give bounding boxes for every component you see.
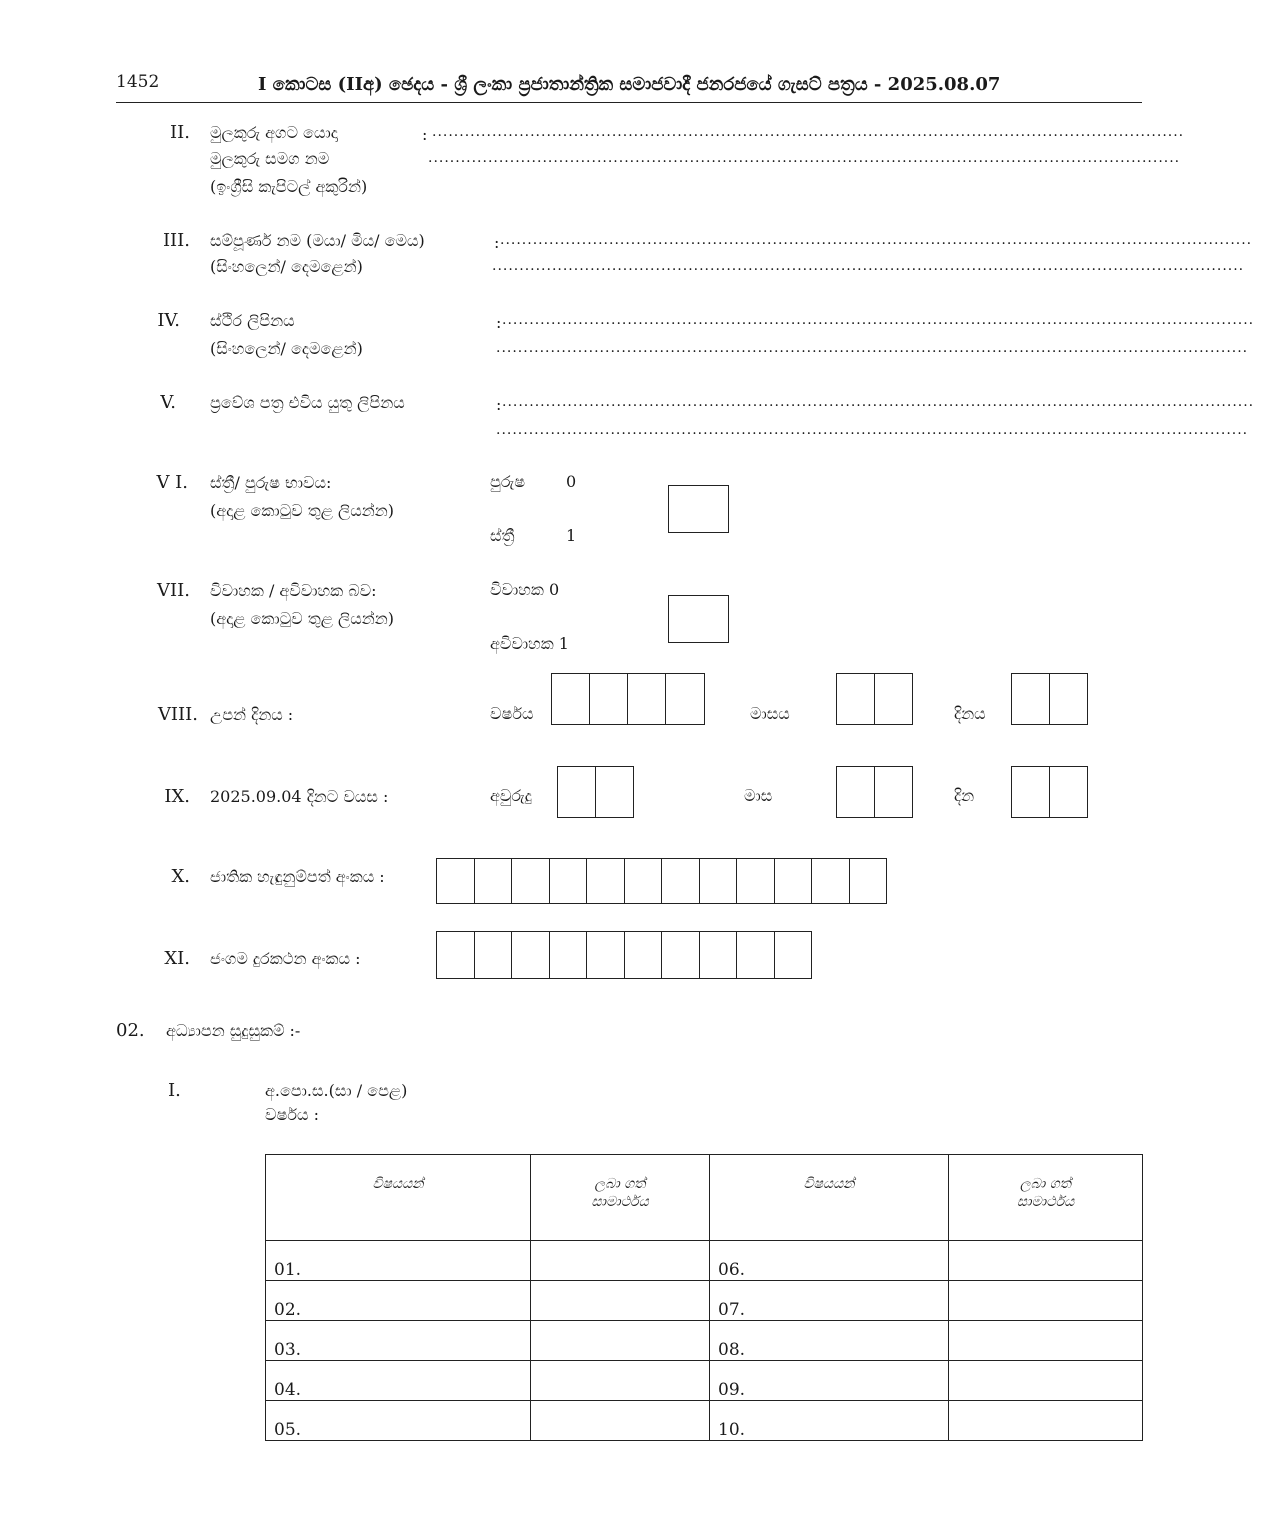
- grade-cell[interactable]: [949, 1401, 1143, 1441]
- marital-status-code-box[interactable]: [668, 595, 729, 643]
- subject-cell[interactable]: 07.: [710, 1281, 949, 1321]
- section-title: අධ්‍යාපන සුදුසුකම් :-: [166, 1021, 301, 1040]
- subject-cell[interactable]: 04.: [266, 1361, 531, 1401]
- field-label: ස්ථිර ලිපිනය: [210, 311, 295, 330]
- year-label: වර්ෂය: [490, 704, 534, 723]
- age-days-boxes[interactable]: [1011, 766, 1088, 818]
- table-row: [266, 1401, 1143, 1441]
- option-label: ස්ත්‍රී: [490, 526, 515, 545]
- subject-cell[interactable]: 03.: [266, 1321, 531, 1361]
- grade-header-text: ලබා ගත් සාමාර්ථය: [1016, 1176, 1075, 1210]
- item-number: XI.: [164, 948, 190, 969]
- gender-code-box[interactable]: [668, 485, 729, 533]
- subject-cell[interactable]: 05.: [266, 1401, 531, 1441]
- nic-number-boxes[interactable]: [436, 858, 887, 904]
- item-number: II.: [170, 122, 190, 143]
- field-label: ජාතික හැඳුනුම්පත් අංකය :: [210, 867, 385, 886]
- subject-cell[interactable]: 10.: [710, 1401, 949, 1441]
- subject-header: විෂයයන්: [266, 1155, 531, 1241]
- mobile-number-boxes[interactable]: [436, 931, 812, 979]
- age-months-boxes[interactable]: [836, 766, 913, 818]
- field-label: (අදාළ කොටුව තුළ ලියන්න): [210, 501, 394, 520]
- postal-address-input-line2[interactable]: ..........................................................................................................................................: [496, 422, 1249, 438]
- exam-title: අ.පො.ස.(සා / පෙළ): [265, 1081, 408, 1100]
- field-label: උපන් දිනය :: [210, 705, 294, 724]
- full-name-input-line2[interactable]: ..........................................................................................................................................: [492, 258, 1245, 274]
- grade-header: [949, 1155, 1143, 1241]
- section-number: 02.: [116, 1020, 145, 1041]
- table-row: [266, 1321, 1143, 1361]
- months-label: මාස: [744, 786, 773, 805]
- table-row: [266, 1361, 1143, 1401]
- colon: :: [494, 233, 500, 252]
- field-label: ප්‍රවේශ පත්‍ර එවිය යුතු ලිපිනය: [210, 393, 405, 412]
- field-label: (ඉංග්‍රීසි කැපිටල් අකුරින්): [210, 177, 368, 196]
- field-label: සම්පූර්ණ නම (මයා/ මිය/ මෙය): [210, 231, 425, 250]
- birth-month-boxes[interactable]: [836, 673, 913, 725]
- header-rule: [116, 102, 1142, 103]
- option-value: 0: [566, 472, 577, 491]
- item-number: V.: [160, 392, 176, 413]
- grade-cell[interactable]: [531, 1241, 710, 1281]
- field-label: 2025.09.04 දිනට වයස :: [210, 787, 389, 806]
- item-number: IV.: [157, 310, 180, 331]
- option-value: 1: [566, 526, 577, 545]
- subject-header: විෂයයන්: [710, 1155, 949, 1241]
- option-label: පුරුෂ: [490, 472, 526, 491]
- gazette-header: I කොටස (IIඅ) ඡෙදය - ශ්‍රී ලංකා ප්‍රජාතාන්ත්‍රික සමාජවාදී ජනරජයේ ගැසට් පත්‍රය - 2025.08.07: [258, 74, 1001, 95]
- subsection-number: I.: [168, 1080, 181, 1101]
- field-label: ස්ත්‍රී/ පුරුෂ භාවය:: [210, 473, 332, 492]
- birth-day-boxes[interactable]: [1011, 673, 1088, 725]
- grade-header-text: ලබා ගත් සාමාර්ථය: [591, 1176, 649, 1210]
- item-number: VII.: [157, 580, 190, 601]
- birth-year-boxes[interactable]: [551, 673, 705, 725]
- page-number: 1452: [116, 72, 160, 92]
- table-row: [266, 1241, 1143, 1281]
- colon: :: [496, 395, 502, 414]
- grade-cell[interactable]: [949, 1281, 1143, 1321]
- subject-cell[interactable]: 02.: [266, 1281, 531, 1321]
- colon: :: [496, 313, 502, 332]
- month-label: මාසය: [750, 704, 790, 723]
- subject-cell[interactable]: 06.: [710, 1241, 949, 1281]
- option-label: විවාහක 0: [490, 580, 560, 599]
- exam-year-label: වර්ෂය :: [265, 1105, 319, 1124]
- name-initials-input-line2[interactable]: ..........................................................................................................................................: [428, 150, 1181, 166]
- field-label: ජංගම දුරකථන අංකය :: [210, 949, 361, 968]
- grade-cell[interactable]: [531, 1401, 710, 1441]
- subject-cell[interactable]: 01.: [266, 1241, 531, 1281]
- field-label: මුලකුරු අගට යොදා: [210, 123, 338, 142]
- age-years-boxes[interactable]: [557, 766, 634, 818]
- item-number: VIII.: [157, 704, 198, 725]
- item-number: V I.: [156, 472, 188, 493]
- grade-cell[interactable]: [949, 1361, 1143, 1401]
- table-row: [266, 1281, 1143, 1321]
- item-number: IX.: [164, 786, 190, 807]
- grade-cell[interactable]: [531, 1281, 710, 1321]
- grade-cell[interactable]: [531, 1321, 710, 1361]
- permanent-address-input[interactable]: ..........................................................................................................................................: [502, 312, 1255, 328]
- permanent-address-input-line2[interactable]: ..........................................................................................................................................: [496, 340, 1249, 356]
- field-label: (සිංහලෙන්/ දෙමළෙන්): [210, 257, 363, 276]
- full-name-input[interactable]: ..........................................................................................................................................: [500, 232, 1253, 248]
- grade-cell[interactable]: [949, 1241, 1143, 1281]
- grade-cell[interactable]: [531, 1361, 710, 1401]
- results-table: [265, 1154, 1143, 1441]
- subject-cell[interactable]: 09.: [710, 1361, 949, 1401]
- subject-cell[interactable]: 08.: [710, 1321, 949, 1361]
- days-label: දින: [954, 786, 975, 805]
- grade-header: [531, 1155, 710, 1241]
- years-label: අවුරුදු: [490, 786, 532, 805]
- item-number: X.: [171, 866, 190, 887]
- field-label: (අදාළ කොටුව තුළ ලියන්න): [210, 609, 394, 628]
- day-label: දිනය: [954, 704, 986, 723]
- field-label: විවාහක / අවිවාහක බව:: [210, 581, 377, 600]
- field-label: (සිංහලෙන්/ දෙමළෙන්): [210, 339, 363, 358]
- colon: :: [422, 125, 428, 144]
- option-label: අවිවාහක 1: [490, 634, 569, 653]
- grade-cell[interactable]: [949, 1321, 1143, 1361]
- field-label: මුලකුරු සමග නම: [210, 149, 330, 168]
- name-initials-input[interactable]: ..........................................................................................................................................: [432, 124, 1185, 140]
- postal-address-input[interactable]: ..........................................................................................................................................: [502, 394, 1255, 410]
- item-number: III.: [162, 230, 190, 251]
